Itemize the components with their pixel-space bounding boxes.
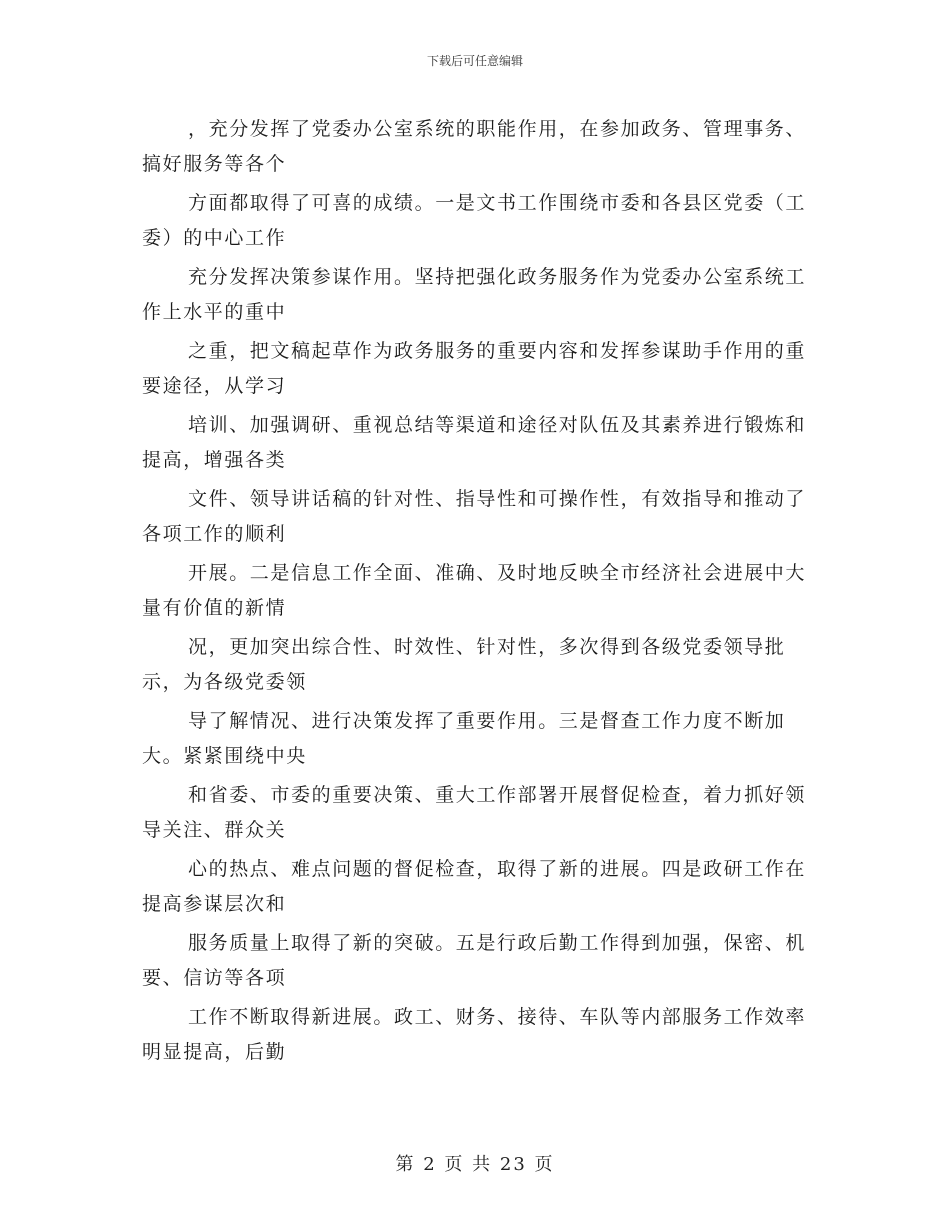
page-header: 下载后可任意编辑 (426, 54, 523, 68)
paragraph-2: 方面都取得了可喜的成绩。一是文书工作围绕市委和各县区党委（工委）的中心工作 (142, 192, 807, 249)
paragraph-13: 工作不断取得新进展。政工、财务、接待、车队等内部服务工作效率明显提高，后勤 (142, 1006, 807, 1063)
footer-mid: 页 共 (444, 1154, 493, 1175)
paragraph-8: 况，更加突出综合性、时效性、针对性，多次得到各级党委领导批示，为各级党委领 (142, 636, 786, 693)
footer-suffix: 页 (534, 1154, 555, 1175)
paragraph-1: ，充分发挥了党委办公室系统的职能作用，在参加政务、管理事务、搞好服务等各个 (142, 118, 807, 175)
footer-total-pages: 23 (499, 1154, 527, 1175)
paragraph-9: 导了解情况、进行决策发挥了重要作用。三是督查工作力度不断加大。紧紧围绕中央 (142, 710, 786, 767)
paragraph-5: 培训、加强调研、重视总结等渠道和途径对队伍及其素养进行锻炼和提高，增强各类 (142, 414, 807, 471)
paragraph-4: 之重，把文稿起草作为政务服务的重要内容和发挥参谋助手作用的重要途径，从学习 (142, 340, 807, 397)
paragraph-7: 开展。二是信息工作全面、准确、及时地反映全市经济社会进展中大量有价值的新情 (142, 562, 807, 619)
paragraph-10: 和省委、市委的重要决策、重大工作部署开展督促检查，着力抓好领导关注、群众关 (142, 784, 807, 841)
footer-prefix: 第 (395, 1154, 416, 1175)
document-body (142, 112, 822, 1074)
paragraph-6: 文件、领导讲话稿的针对性、指导性和可操作性，有效指导和推动了各项工作的顺利 (142, 488, 807, 545)
page-footer (0, 1150, 950, 1176)
paragraph-3: 充分发挥决策参谋作用。坚持把强化政务服务作为党委办公室系统工作上水平的重中 (142, 266, 807, 323)
paragraph-12: 服务质量上取得了新的突破。五是行政后勤工作得到加强，保密、机要、信访等各项 (142, 932, 807, 989)
footer-page-number: 2 (423, 1154, 437, 1175)
paragraph-11: 心的热点、难点问题的督促检查，取得了新的进展。四是政研工作在提高参谋层次和 (142, 858, 807, 915)
